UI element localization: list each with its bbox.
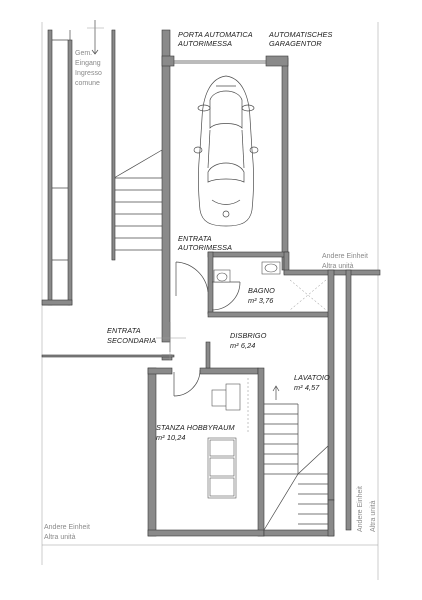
label-porta-automatica: PORTA AUTOMATICA bbox=[178, 30, 253, 39]
label-garagentor: GARAGENTOR bbox=[269, 39, 322, 48]
label-stanza-hobbyraum: STANZA HOBBYRAUM bbox=[156, 423, 235, 432]
label-entrata-autorimessa-1: ENTRATA bbox=[178, 234, 212, 243]
label-disbrigo: DISBRIGO bbox=[230, 331, 267, 340]
label-gem: Gem. bbox=[75, 50, 93, 57]
hobby-furniture bbox=[208, 378, 248, 498]
car-drawing bbox=[194, 76, 258, 226]
label-entrata-secondaria-1: ENTRATA bbox=[107, 326, 141, 335]
label-altra-unita-top: Altra unità bbox=[322, 263, 354, 270]
label-altra-unita-right: Altra unità bbox=[370, 500, 377, 532]
label-andere-einheit-top: Andere Einheit bbox=[322, 253, 368, 260]
label-porta-autorimessa: AUTORIMESSA bbox=[178, 39, 233, 48]
label-comune: comune bbox=[75, 80, 100, 87]
label-bagno-area: m² 3,76 bbox=[248, 296, 274, 305]
label-lavatoio: LAVATOIO bbox=[294, 373, 330, 382]
lavatoio-stairs bbox=[264, 386, 328, 530]
label-entrata-secondaria-2: SECONDARIA bbox=[107, 336, 157, 345]
common-staircase bbox=[42, 20, 162, 305]
label-entrata-autorimessa-2: AUTORIMESSA bbox=[178, 243, 233, 252]
label-stanza-area: m² 10,24 bbox=[156, 433, 186, 442]
label-eingang: Eingang bbox=[75, 60, 101, 67]
label-ingresso: Ingresso bbox=[75, 70, 102, 77]
label-disbrigo-area: m² 6,24 bbox=[230, 341, 256, 350]
label-lavatoio-area: m² 4,57 bbox=[294, 383, 320, 392]
label-automatisches: AUTOMATISCHES bbox=[269, 30, 333, 39]
label-andere-einheit-right: Andere Einheit bbox=[357, 486, 364, 532]
label-andere-einheit-bottom: Andere Einheit bbox=[44, 524, 90, 531]
label-bagno: BAGNO bbox=[248, 286, 275, 295]
label-altra-unita-bottom: Altra unità bbox=[44, 534, 76, 541]
